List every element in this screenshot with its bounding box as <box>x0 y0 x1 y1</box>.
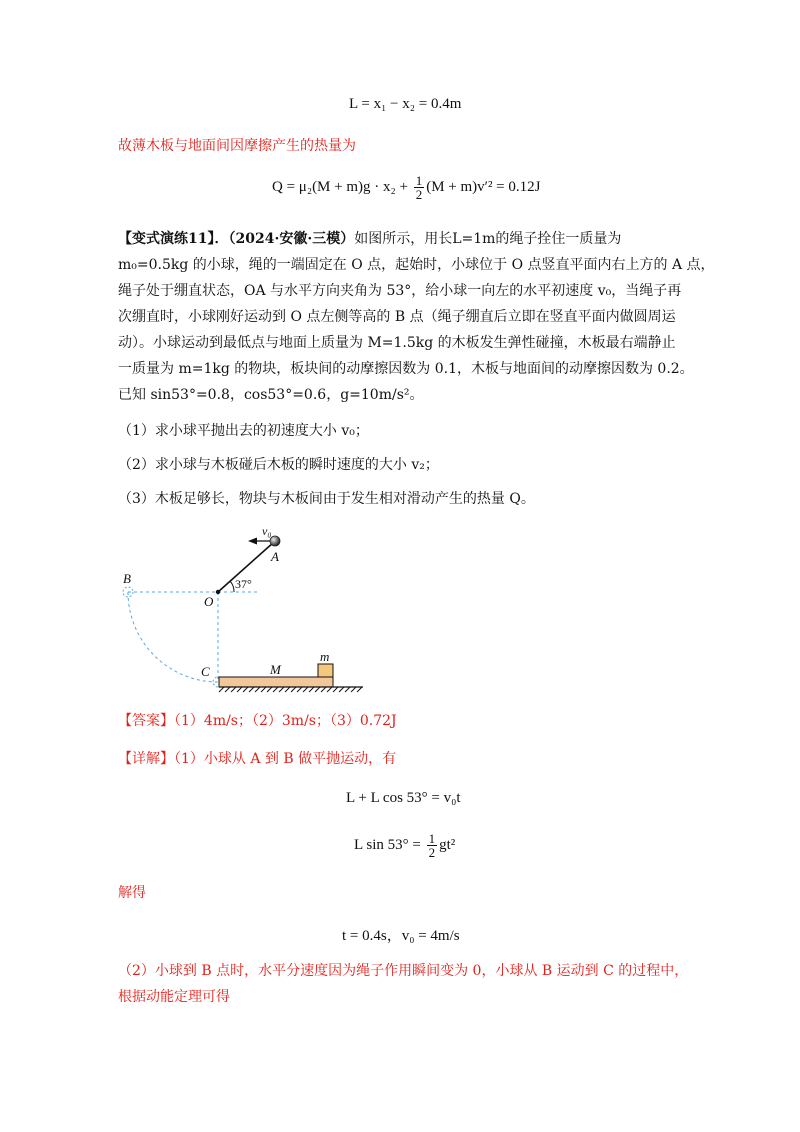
equation-Q-left: Q = μ₂(M + m)g · x₂ + <box>272 178 412 195</box>
equation-2-right: gt² <box>439 836 456 853</box>
label-o: O <box>204 594 214 609</box>
solve-label: 解得 <box>118 885 146 901</box>
equation-1: L + L cos 53° = v₀t <box>346 790 461 806</box>
equation-2-fraction <box>427 832 438 859</box>
equation-2 <box>354 832 455 859</box>
problem-line: 次绷直时，小球刚好运动到 O 点左侧等高的 B 点（绳子绷直后立即在竖直平面内做圆周运 <box>118 309 676 325</box>
problem-first-line <box>118 226 715 252</box>
equation-3 <box>342 924 460 945</box>
problem-line: 已知 sin53°=0.8，cos53°=0.6，g=10m/s²。 <box>118 387 424 403</box>
problem-line: 如图所示，用长L=1m的绳子拴住一质量为 <box>354 231 622 247</box>
wooden-board <box>219 677 333 687</box>
problem-line: 动）。小球运动到最低点与地面上质量为 M=1.5kg 的木板发生弹性碰撞，木板最右端静止 <box>118 335 676 351</box>
heat-intro-text: 故薄木板与地面间因摩擦产生的热量为 <box>118 138 356 154</box>
ball-a <box>270 536 280 546</box>
label-m-board: M <box>270 662 281 677</box>
problem-line: 绳子处于绷直状态，OA 与水平方向夹角为 53°，给小球一向左的水平初速度 v₀，当绳子再 <box>118 283 682 299</box>
answer-line <box>118 708 397 734</box>
question-2: （2）求小球与木板碰后木板的瞬时速度的大小 v₂； <box>118 457 439 473</box>
problem-line: m₀=0.5kg 的小球，绳的一端固定在 O 点，起始时，小球位于 O 点竖直平面内右上方的 A 点， <box>118 257 715 273</box>
equation-3-t: t = 0.4s <box>342 928 387 944</box>
equation-3-separator: ， <box>386 928 402 944</box>
equation-Q-right: (M + m)v′² = 0.12J <box>426 178 541 195</box>
answer-text: （1）4m/s；（2）3m/s；（3）0.72J <box>174 713 397 729</box>
equation-L: L = x₁ − x₂ = 0.4m <box>349 96 462 112</box>
equation-Q-fraction <box>414 174 425 201</box>
ground-hatching <box>219 687 362 692</box>
pivot-o <box>216 590 220 594</box>
detail-text: （1）小球从 A 到 B 做平抛运动，有 <box>174 751 397 767</box>
part2-line-2: 根据动能定理可得 <box>118 989 230 1005</box>
detail-line <box>118 746 396 772</box>
fraction-denominator: 2 <box>428 845 436 860</box>
equation-2-left: L sin 53° = <box>354 836 425 853</box>
velocity-arrow-head <box>248 538 257 545</box>
angle-arc <box>230 581 234 592</box>
equation-3-v0: v₀ = 4m/s <box>401 928 460 944</box>
label-a: A <box>271 549 279 564</box>
label-angle: 37° <box>235 577 252 591</box>
label-b: B <box>123 571 131 586</box>
answer-tag: 【答案】 <box>118 713 174 729</box>
block-m <box>318 664 333 677</box>
equation-Q <box>272 174 540 201</box>
problem-statement <box>118 226 715 408</box>
fraction-numerator: 1 <box>428 831 436 846</box>
fraction-denominator: 2 <box>415 187 423 202</box>
detail-tag: 【详解】 <box>118 751 174 767</box>
fraction-numerator: 1 <box>415 173 423 188</box>
question-1: （1）求小球平抛出去的初速度大小 v₀； <box>118 423 369 439</box>
part2-line-1: （2）小球到 B 点时，水平分速度因为绳子作用瞬间变为 0，小球从 B 运动到 C 的过程中， <box>118 963 689 979</box>
problem-line: 一质量为 m=1kg 的物块，板块间的动摩擦因数为 0.1，木板与地面间的动摩擦因数为 0.2。 <box>118 361 694 377</box>
physics-diagram <box>112 524 372 694</box>
label-m-block: m <box>320 649 330 664</box>
label-c: C <box>201 664 210 679</box>
question-3: （3）木板足够长，物块与木板间由于发生相对滑动产生的热量 Q。 <box>118 491 535 507</box>
problem-source: ．（2024·安徽·三模） <box>214 231 355 247</box>
label-v0: v₀ <box>262 524 272 538</box>
problem-tag: 【变式演练11】 <box>118 231 215 247</box>
